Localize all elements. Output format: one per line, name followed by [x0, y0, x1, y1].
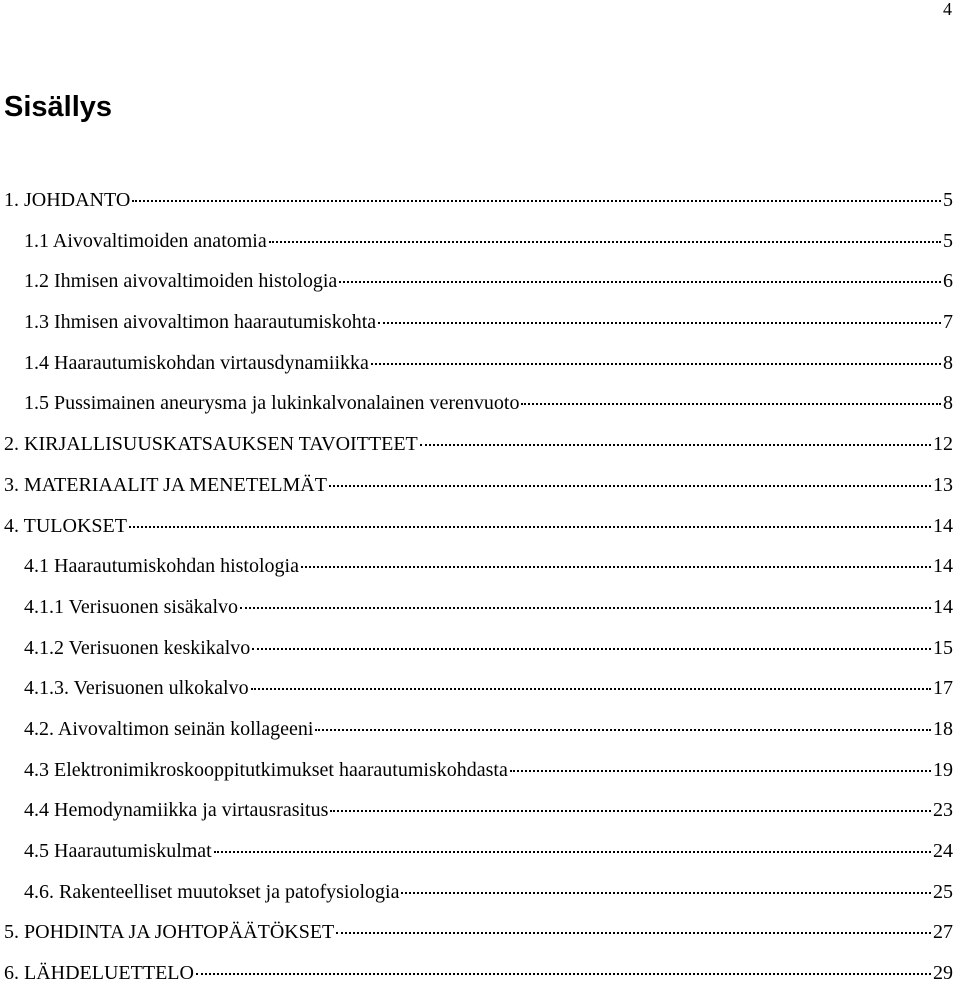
- toc-dot-leader: [378, 321, 941, 324]
- toc-entry[interactable]: [0, 188, 960, 229]
- toc-entry[interactable]: [0, 269, 960, 310]
- toc-entry-page-number: 18: [933, 717, 953, 740]
- toc-dot-leader: [330, 809, 931, 812]
- toc-entry-label: 1.4 Haarautumiskohdan virtausdynamiikka: [24, 351, 369, 374]
- toc-entry-page-number: 12: [933, 433, 953, 456]
- toc-entry-label: 1. JOHDANTO: [4, 189, 131, 211]
- toc-dot-leader: [301, 565, 931, 568]
- toc-entry[interactable]: [0, 595, 960, 636]
- toc-entry[interactable]: [0, 920, 960, 961]
- toc-entry-page-number: 25: [933, 880, 953, 903]
- toc-dot-leader: [214, 850, 931, 853]
- toc-entry-page-number: 27: [933, 921, 953, 944]
- toc-dot-leader: [315, 728, 931, 731]
- toc-dot-leader: [401, 891, 931, 894]
- toc-dot-leader: [251, 687, 931, 690]
- toc-dot-leader: [371, 362, 941, 365]
- toc-dot-leader: [196, 972, 931, 975]
- toc-dot-leader: [240, 606, 931, 609]
- toc-entry-page-number: 6: [943, 270, 953, 293]
- page-number: 4: [943, 0, 952, 19]
- toc-entry[interactable]: [0, 798, 960, 839]
- toc-entry-label: 4.1 Haarautumiskohdan histologia: [24, 555, 299, 578]
- page-title: Sisällys: [4, 91, 113, 123]
- toc-entry-label: 5. POHDINTA JA JOHTOPÄÄTÖKSET: [4, 921, 335, 944]
- toc-entry-label: 2. KIRJALLISUUSKATSAUKSEN TAVOITTEET: [4, 433, 418, 456]
- toc-dot-leader: [521, 402, 941, 405]
- toc-entry[interactable]: [0, 351, 960, 392]
- toc-entry[interactable]: [0, 961, 960, 1002]
- toc-entry[interactable]: [0, 554, 960, 595]
- toc-entry-page-number: 5: [943, 189, 953, 211]
- toc-entry[interactable]: [0, 229, 960, 270]
- toc-entry[interactable]: [0, 473, 960, 514]
- toc-entry-page-number: 17: [933, 677, 953, 700]
- toc-entry-page-number: 14: [933, 555, 953, 578]
- toc-entry-label: 4.4 Hemodynamiikka ja virtausrasitus: [24, 799, 329, 822]
- toc-entry-label: 1.1 Aivovaltimoiden anatomia: [24, 229, 267, 252]
- toc-entry-page-number: 5: [943, 229, 953, 252]
- toc-entry-page-number: 19: [933, 758, 953, 781]
- toc-entry[interactable]: [0, 432, 960, 473]
- toc-entry-label: 4.3 Elektronimikroskooppitutkimukset haarautumiskohdasta: [24, 758, 508, 781]
- toc-entry-page-number: 8: [943, 351, 953, 374]
- toc-entry[interactable]: [0, 758, 960, 799]
- toc-dot-leader: [252, 647, 931, 650]
- toc-entry-label: 4. TULOKSET: [4, 514, 127, 537]
- toc-entry-page-number: 23: [933, 799, 953, 822]
- toc-entry-label: 4.5 Haarautumiskulmat: [24, 840, 212, 862]
- toc-dot-leader: [329, 484, 931, 487]
- toc-entry-label: 1.5 Pussimainen aneurysma ja lukinkalvonalainen verenvuoto: [24, 392, 520, 415]
- toc-entry-label: 4.1.3. Verisuonen ulkokalvo: [24, 677, 249, 700]
- toc-entry-page-number: 24: [933, 840, 953, 862]
- toc-entry-page-number: 29: [933, 962, 953, 985]
- toc-entry-page-number: 7: [943, 311, 953, 334]
- toc-entry[interactable]: [0, 636, 960, 677]
- toc-entry[interactable]: [0, 676, 960, 717]
- toc-dot-leader: [269, 240, 941, 243]
- toc-entry-label: 1.3 Ihmisen aivovaltimon haarautumiskohta: [24, 311, 377, 334]
- toc-entry-label: 6. LÄHDELUETTELO: [4, 962, 194, 985]
- toc-entry-label: 1.2 Ihmisen aivovaltimoiden histologia: [24, 270, 338, 293]
- toc-dot-leader: [339, 280, 941, 283]
- toc-dot-leader: [132, 199, 941, 202]
- toc-entry-label: 4.2. Aivovaltimon seinän kollageeni: [24, 717, 314, 740]
- toc-entry-page-number: 15: [933, 636, 953, 659]
- toc-entry-page-number: 13: [933, 473, 953, 496]
- toc-entry-page-number: 14: [933, 514, 953, 537]
- toc-entry-label: 4.1.2 Verisuonen keskikalvo: [24, 636, 251, 659]
- table-of-contents: [0, 188, 960, 1002]
- toc-entry[interactable]: [0, 880, 960, 921]
- toc-entry-label: 4.1.1 Verisuonen sisäkalvo: [24, 595, 239, 618]
- toc-dot-leader: [336, 931, 931, 934]
- toc-dot-leader: [510, 769, 931, 772]
- toc-dot-leader: [420, 443, 931, 446]
- toc-entry[interactable]: [0, 310, 960, 351]
- toc-dot-leader: [129, 525, 931, 528]
- toc-entry[interactable]: [0, 839, 960, 880]
- toc-entry[interactable]: [0, 514, 960, 555]
- toc-entry-page-number: 8: [943, 392, 953, 415]
- toc-entry-page-number: 14: [933, 595, 953, 618]
- toc-entry[interactable]: [0, 391, 960, 432]
- toc-entry-label: 3. MATERIAALIT JA MENETELMÄT: [4, 473, 327, 496]
- toc-entry[interactable]: [0, 717, 960, 758]
- toc-entry-label: 4.6. Rakenteelliset muutokset ja patofysiologia: [24, 880, 400, 903]
